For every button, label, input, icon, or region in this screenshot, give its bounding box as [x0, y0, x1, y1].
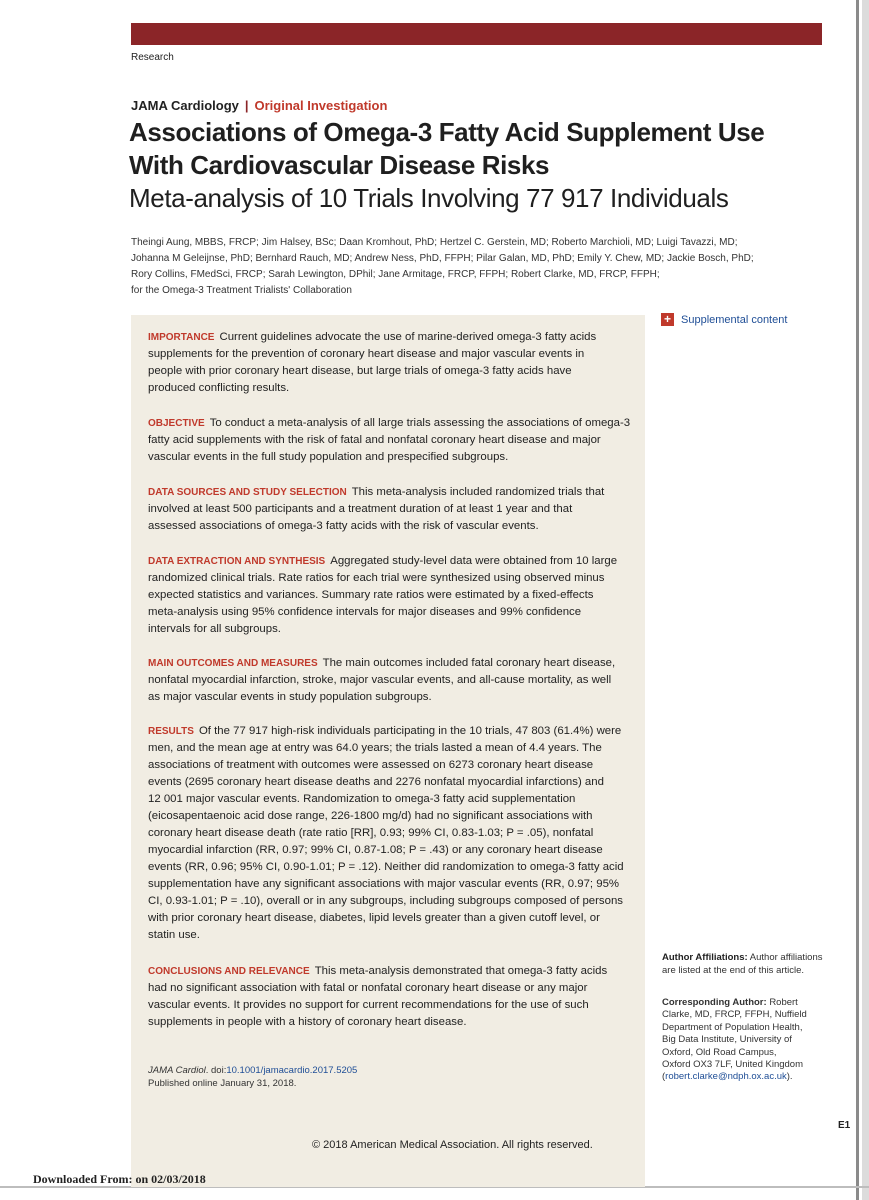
corresponding-author: [662, 997, 827, 1084]
abstract-line: had no significant association with fatal or nonfatal coronary heart disease or any major: [148, 982, 588, 994]
journal-line: [131, 98, 387, 113]
section-label: Research: [131, 52, 174, 63]
citation-doi-prefix: . doi:: [205, 1065, 227, 1076]
abstract-results: [148, 723, 633, 944]
page-number: E1: [838, 1120, 851, 1131]
header-color-bar: [131, 23, 822, 45]
abstract-line: vascular events. It provides no support for current recommendations for the use of such: [148, 999, 589, 1011]
article-type: Original Investigation: [254, 98, 388, 113]
abstract-line: events (2695 coronary heart disease deaths and 2276 nonfatal myocardial infarctions) and: [148, 776, 604, 788]
abstract-line: Of the 77 917 high-risk individuals participating in the 10 trials, 47 803 (61.4%) were: [198, 725, 622, 737]
abstract-heading: IMPORTANCE: [148, 332, 215, 343]
abstract-line: statin use.: [148, 929, 200, 941]
abstract-line: vascular events in the full study population and prespecified subgroups.: [148, 451, 509, 463]
abstract-line: CI, 0.93-1.01; P = .10), overall or in any subgroups, including subgroups composed of persons: [148, 895, 623, 907]
abstract-line: as major vascular events in study population subgroups.: [148, 691, 432, 703]
abstract-heading: DATA EXTRACTION AND SYNTHESIS: [148, 556, 326, 567]
author-list: [131, 235, 771, 299]
page-edge: [862, 0, 869, 1200]
article-title: [129, 116, 789, 182]
author-line-1: Theingi Aung, MBBS, FRCP; Jim Halsey, BSc; Daan Kromhout, PhD; Hertzel C. Gerstein, MD; Roberto Marchioli, MD; Luigi Tavazzi, MD;: [131, 237, 738, 248]
abstract-line: (eicosapentaenoic acid dose range, 226-1800 mg/d) had no significant associations with: [148, 810, 593, 822]
abstract-line: associations of treatment with outcomes were assessed on 6273 coronary heart disease: [148, 759, 594, 771]
abstract-line: involved at least 500 participants and a treatment duration of at least 1 year and that: [148, 503, 573, 515]
abstract-line: This meta-analysis demonstrated that omega-3 fatty acids: [314, 965, 608, 977]
corresponding-line: Big Data Institute, University of: [662, 1034, 792, 1046]
abstract-line: expected statistics and variances. Summary rate ratios were estimated by a fixed-effects: [148, 589, 594, 601]
publish-date: Published online January 31, 2018.: [148, 1078, 297, 1089]
abstract-data-sources: [148, 484, 633, 535]
abstract-line: men, and the mean age at entry was 64.0 years; the trials lasted a mean of 4.4 years. The: [148, 742, 602, 754]
abstract-heading: OBJECTIVE: [148, 418, 205, 429]
abstract-line: fatty acid supplements with the risk of fatal and nonfatal coronary heart disease and major: [148, 434, 601, 446]
download-notice: Downloaded From: on 02/03/2018: [33, 1172, 206, 1186]
abstract-line: people with prior coronary heart disease, but large trials of omega-3 fatty acids have: [148, 365, 572, 377]
title-line-1: Associations of Omega-3 Fatty Acid Supplement Use: [129, 117, 765, 147]
abstract-heading: RESULTS: [148, 726, 194, 737]
abstract-line: This meta-analysis included randomized trials that: [351, 486, 605, 498]
abstract-conclusions: [148, 963, 633, 1031]
title-line-2: With Cardiovascular Disease Risks: [129, 150, 550, 180]
corresponding-label: Corresponding Author:: [662, 997, 767, 1008]
citation: [148, 1064, 357, 1090]
abstract-importance: [148, 329, 633, 397]
abstract-line: with prior coronary heart disease, diabetes, lipid levels greater than a given cutoff level, or: [148, 912, 600, 924]
abstract-data-extraction: [148, 553, 633, 638]
abstract-line: coronary heart disease death (rate ratio [RR], 0.93; 99% CI, 0.83-1.03; P = .05), nonfatal: [148, 827, 594, 839]
abstract-heading: MAIN OUTCOMES AND MEASURES: [148, 658, 318, 669]
affiliations-label: Author Affiliations:: [662, 952, 748, 963]
author-line-3: Rory Collins, FMedSci, FRCP; Sarah Lewington, DPhil; Jane Armitage, FRCP, FFPH; Robert Clarke, MD, FRCP, FFPH;: [131, 269, 660, 280]
abstract-line: nonfatal myocardial infarction, stroke, major vascular events, and all-cause mortality, as well: [148, 674, 612, 686]
abstract-line: assessed associations of omega-3 fatty acids with the risk of vascular events.: [148, 520, 539, 532]
corresponding-line: Department of Population Health,: [662, 1021, 803, 1033]
abstract-line: randomized clinical trials. Rate ratios for each trial were synthesized using observed minus: [148, 572, 605, 584]
author-line-4: for the Omega-3 Treatment Trialists' Collaboration: [131, 285, 352, 296]
email-open-paren: (: [662, 1071, 666, 1083]
copyright-notice: © 2018 American Medical Association. All rights reserved.: [312, 1139, 593, 1151]
abstract-line: Aggregated study-level data were obtained from 10 large: [330, 555, 618, 567]
page-edge-shadow: [856, 0, 859, 1200]
abstract-heading: DATA SOURCES AND STUDY SELECTION: [148, 487, 347, 498]
email-close-paren: ).: [786, 1071, 793, 1083]
corresponding-line: Oxford OX3 7LF, United Kingdom: [662, 1059, 803, 1071]
abstract-line: intervals for all subgroups.: [148, 623, 281, 635]
supplemental-content-label: Supplemental content: [681, 313, 788, 326]
abstract-line: The main outcomes included fatal coronary heart disease,: [322, 657, 616, 669]
plus-icon: +: [661, 313, 674, 326]
corresponding-line: Oxford, Old Road Campus,: [662, 1046, 777, 1058]
author-line-2: Johanna M Geleijnse, PhD; Bernhard Rauch, MD; Andrew Ness, PhD, FFPH; Pilar Galan, MD, PhD; Emily Y. Chew, MD; Jackie Bosch, PhD;: [131, 253, 754, 264]
abstract-line: supplements for the prevention of coronary heart disease and major vascular events in: [148, 348, 585, 360]
abstract-line: 12 001 major vascular events. Randomization to omega-3 fatty acid supplementation: [148, 793, 576, 805]
abstract-line: events (RR, 0.96; 95% CI, 0.90-1.01; P = .12). Neither did randomization to omega-3 fatty acid: [148, 861, 624, 873]
author-affiliations: [662, 952, 827, 977]
abstract-objective: [148, 415, 633, 466]
supplemental-content-link[interactable]: [661, 313, 787, 326]
article-subtitle: Meta-analysis of 10 Trials Involving 77 917 Individuals: [129, 183, 729, 213]
abstract-line: meta-analysis using 95% confidence intervals for major diseases and 99% confidence: [148, 606, 582, 618]
abstract-main-outcomes: [148, 655, 633, 706]
citation-journal: JAMA Cardiol: [148, 1065, 206, 1076]
journal-name: JAMA Cardiology: [131, 98, 239, 113]
corresponding-line: Robert Clarke, MD, FRCP, FFPH, Nuffield: [662, 997, 807, 1021]
abstract-line: produced conflicting results.: [148, 382, 290, 394]
abstract-line: To conduct a meta-analysis of all large trials assessing the associations of omega-3: [209, 417, 631, 429]
abstract-heading: CONCLUSIONS AND RELEVANCE: [148, 966, 310, 977]
affiliations-text: Author affiliations are listed at the end of this article.: [662, 952, 823, 976]
email-link[interactable]: robert.clarke@ndph.ox.ac.uk: [665, 1071, 787, 1083]
journal-separator: |: [244, 98, 249, 113]
abstract-line: myocardial infarction (RR, 0.97; 99% CI, 0.87-1.08; P = .43) or any coronary heart disease: [148, 844, 603, 856]
abstract-line: supplementation have any significant associations with major vascular events (RR, 0.97; 95%: [148, 878, 620, 890]
abstract-line: supplements in people with a history of coronary heart disease.: [148, 1016, 467, 1028]
doi-link[interactable]: 10.1001/jamacardio.2017.5205: [226, 1065, 358, 1076]
abstract-line: Current guidelines advocate the use of marine-derived omega-3 fatty acids: [219, 331, 597, 343]
